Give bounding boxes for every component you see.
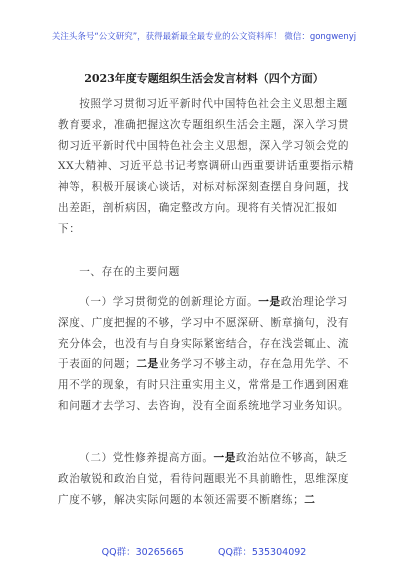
footer-qq2: QQ群：535304092 [217, 547, 307, 558]
item1-paragraph [58, 292, 358, 417]
footer [0, 544, 408, 558]
item1-mark2: 二是 [136, 358, 159, 371]
item1-text2: 业务学习不够主动，存在急用先学、不用不学的现象，有时只注重实用主义，常常是工作遇到困难和问题才去学习、去咨询，没有全面系统地学习业务知识。 [58, 358, 350, 412]
item2-mark1: 一是 [213, 452, 236, 464]
top-banner: 关注头条号“公文研究”，获得最新最全最专业的公文资料库！ 微信：gongwenyj [51, 32, 357, 42]
item2-lead: （二）党性修养提高方面。 [79, 452, 214, 464]
item2-mark2: 二 [304, 493, 316, 506]
footer-qq1: QQ群：30265665 [101, 547, 184, 558]
item1-mark1: 一是 [258, 296, 281, 308]
document-title: 2023年度专题组织生活会发言材料（四个方面） [84, 72, 324, 85]
intro-paragraph: 按照学习贯彻习近平新时代中国特色社会主义思想主题教育要求，准确把握这次专题组织生活会主题，深入学习贯彻习近平新时代中国特色社会主义思想，深入学习领会党的XX大精神、习近平总书记考察调研山西重要讲话重要指示精神等，积极开展谈心谈话，对标对标深刻查摆自身问题，找出差距，剖析病因，确定整改方向。现将有关情况汇报如下： [58, 98, 355, 235]
section-heading: 一、存在的主要问题 [79, 266, 180, 278]
item2-paragraph [58, 448, 358, 510]
item1-text1: 政治理论学习深度、广度把握的不够，学习中不愿深研、断章摘句，没有充分体会，也没有与自身实际紧密结合，存在浅尝辄止、流于表面的问题； [58, 296, 350, 371]
item1-lead: （一）学习贯彻党的创新理论方面。 [79, 296, 259, 308]
item2-text1: 政治站位不够高，缺乏政治敏锐和政治自觉，看待问题眼光不具前瞻性，思维深度广度不够，解决实际问题的本领还需要不断磨练； [58, 452, 350, 506]
